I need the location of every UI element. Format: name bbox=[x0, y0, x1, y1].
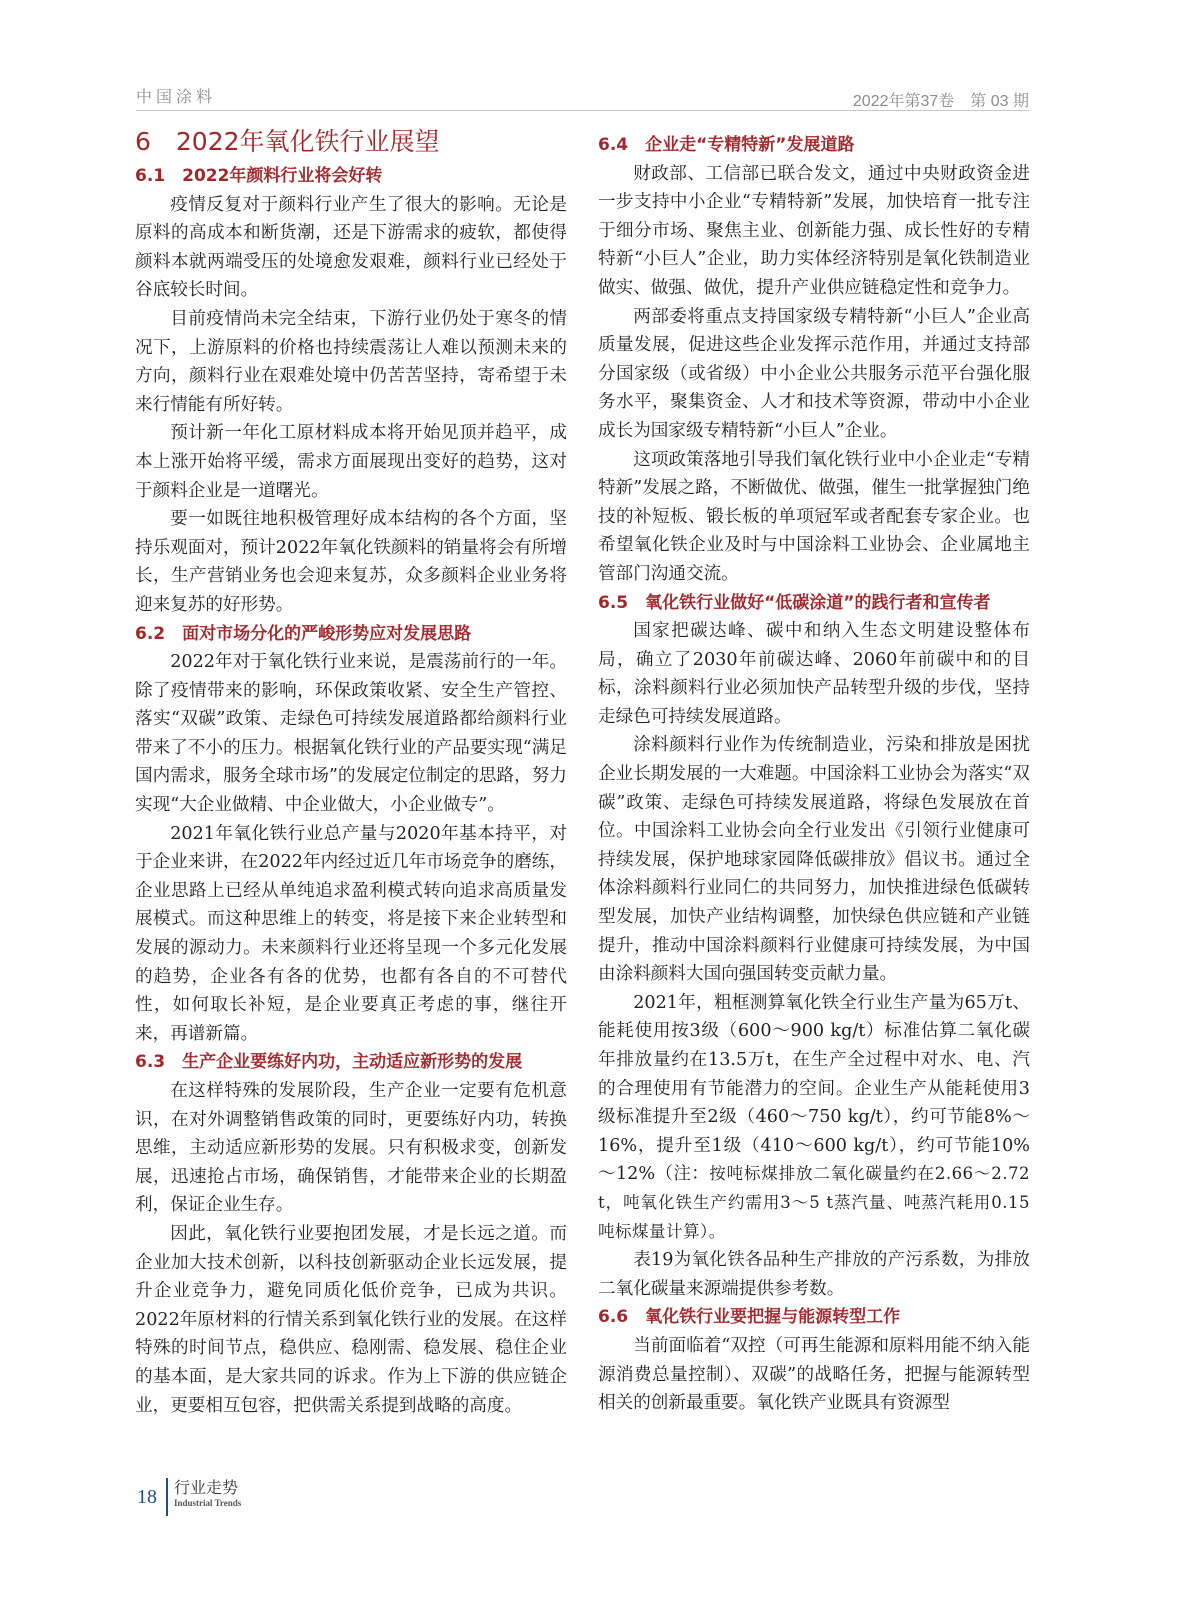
right-column bbox=[598, 131, 1030, 1418]
paragraph: 表19为氧化铁各品种生产排放的产污系数，为排放二氧化碳量来源端提供参考数。 bbox=[598, 1250, 1030, 1299]
page-footer bbox=[137, 1478, 241, 1516]
paragraph: 国家把碳达峰、碳中和纳入生态文明建设整体布局，确立了2030年前碳达峰、2060年前碳中和的目标，涂料颜料行业必须加快产品转型升级的步伐，坚持走绿色可持续发展道路。 bbox=[598, 621, 1030, 727]
issue-info: 2022年第37卷 第 03 期 bbox=[852, 93, 1029, 110]
paragraph: 两部委将重点支持国家级专精特新“小巨人”企业高质量发展，促进这些企业发挥示范作用，并通过支持部分国家级（或省级）中小企业公共服务示范平台强化服务水平，聚集资金、人才和技术等资源，带动中小企业成长为国家级专精特新“小巨人”企业。 bbox=[598, 306, 1030, 441]
header-divider bbox=[136, 110, 1029, 111]
journal-name: 中国涂料 bbox=[136, 87, 217, 106]
heading-6-5: 6.5 氧化铁行业做好“低碳涂道”的践行者和宣传者 bbox=[598, 592, 991, 613]
paragraph: 要一如既往地积极管理好成本结构的各个方面，坚持乐观面对，预计2022年氧化铁颜料的销量将会有所增长，生产营销业务也会迎来复苏，众多颜料企业业务将迎来复苏的好形势。 bbox=[135, 509, 567, 615]
paragraph: 在这样特殊的发展阶段，生产企业一定要有危机意识，在对外调整销售政策的同时，更要练好内功，转换思维，主动适应新形势的发展。只有积极求变，创新发展，迅速抢占市场，确保销售，才能带来企业的长期盈利，保证企业生存。 bbox=[135, 1081, 567, 1216]
paragraph: 这项政策落地引导我们氧化铁行业中小企业走“专精特新”发展之路，不断做优、做强，催生一批掌握独门绝技的补短板、锻长板的单项冠军或者配套专家企业。也希望氧化铁企业及时与中国涂料工业协会、企业属地主管部门沟通交流。 bbox=[598, 449, 1030, 584]
heading-6-4: 6.4 企业走“专精特新”发展道路 bbox=[598, 135, 855, 155]
heading-6-1: 6.1 2022年颜料行业将会好转 bbox=[135, 166, 383, 186]
paragraph: 目前疫情尚未完全结束，下游行业仍处于寒冬的情况下，上游原料的价格也持续震荡让人难以预测未来的方向，颜料行业在艰难处境中仍苦苦坚持，寄希望于未来行情能有所好转。 bbox=[135, 308, 567, 415]
paragraph: 2021年氧化铁行业总产量与2020年基本持平，对于企业来讲，在2022年内经过近几年市场竞争的磨练，企业思路上已经从单纯追求盈利模式转向追求高质量发展模式。而这种思维上的转变，将是接下来企业转型和发展的源动力。未来颜料行业还将呈现一个多元化发展的趋势，企业各有各的优势，也都有各自的不可替代性，如何取长补短，是企业要真正考虑的事，继往开来，再谱新篇。 bbox=[135, 823, 567, 1044]
paragraph bbox=[598, 989, 1030, 1246]
left-column bbox=[135, 124, 567, 1420]
paragraph: 涂料颜料行业作为传统制造业，污染和排放是困扰企业长期发展的一大难题。中国涂料工业协会为落实“双碳”政策、走绿色可持续发展道路，将绿色发展放在首位。中国涂料工业协会向全行业发出《引领行业健康可持续发展，保护地球家园降低碳排放》倡议书。通过全体涂料颜料行业同仁的共同努力，加快推进绿色低碳转型发展，加快产业结构调整，加快绿色供应链和产业链提升，推动中国涂料颜料行业健康可持续发展，为中国由涂料颜料大国向强国转变贡献力量。 bbox=[598, 735, 1030, 985]
footer-divider bbox=[166, 1478, 168, 1516]
section-label-en: Industrial Trends bbox=[174, 1498, 242, 1508]
paragraph: 当前面临着“双控（可再生能源和原料用能不纳入能源消费总量控制）、双碳”的战略任务，把握与能源转型相关的创新最重要。氧化铁产业既具有资源型 bbox=[598, 1335, 1030, 1414]
paragraph: 2022年对于氧化铁行业来说，是震荡前行的一年。除了疫情带来的影响，环保政策收紧、安全生产管控、落实“双碳”政策、走绿色可持续发展道路都给颜料行业带来了不小的压力。根据氧化铁行业的产品要实现“满足国内需求，服务全球市场”的发展定位制定的思路，努力实现“大企业做精、中企业做大，小企业做专”。 bbox=[135, 652, 567, 816]
paragraph: 疫情反复对于颜料行业产生了很大的影响。无论是原料的高成本和断货潮，还是下游需求的疲软，都使得颜料本就两端受压的处境愈发艰难，颜料行业已经处于谷底较长时间。 bbox=[135, 194, 567, 301]
paragraph: 因此，氧化铁行业要抱团发展，才是长远之道。而企业加大技术创新，以科技创新驱动企业长远发展，提升企业竞争力，避免同质化低价竞争，已成为共识。2022年原材料的行情关系到氧化铁行业的发展。在这样特殊的时间节点，稳供应、稳刚需、稳发展、稳住企业的基本面，是大家共同的诉求。作为上下游的供应链企业，更要相互包容，把供需关系提到战略的高度。 bbox=[135, 1223, 567, 1416]
page-number: 18 bbox=[137, 1486, 157, 1508]
paragraph-main: 2021年，粗框测算氧化铁全行业生产量为65万t、能耗使用按3级（600～900 kg/t）标准估算二氧化碳年排放量约在13.5万t，在生产全过程中对水、电、汽的合理使用有节能潜力的空间。企业生产从能耗使用3级标准提升至2级（460～750 kg/t），约可节能8%～16%，提升至1级（410～600 kg/t），约可节能10%～12%（注： bbox=[598, 992, 1030, 1185]
heading-6-6: 6.6 氧化铁行业要把握与能源转型工作 bbox=[598, 1307, 901, 1328]
section-title: 6 2022年氧化铁行业展望 bbox=[135, 127, 440, 156]
section-label: 行业走势 bbox=[174, 1478, 239, 1497]
heading-6-2: 6.2 面对市场分化的严峻形势应对发展思路 bbox=[135, 623, 472, 644]
paragraph: 预计新一年化工原材料成本将开始见顶并趋平，成本上涨开始将平缓，需求方面展现出变好的趋势，这对于颜料企业是一道曙光。 bbox=[135, 423, 567, 501]
paragraph: 财政部、工信部已联合发文，通过中央财政资金进一步支持中小企业“专精特新”发展，加快培育一批专注于细分市场、聚焦主业、创新能力强、成长性好的专精特新“小巨人”企业，助力实体经济特别是氧化铁制造业做实、做强、做优，提升产业供应链稳定性和竞争力。 bbox=[598, 163, 1030, 298]
heading-6-3: 6.3 生产企业要练好内功，主动适应新形势的发展 bbox=[135, 1052, 523, 1073]
paragraph-note: 按吨标煤排放二氧化碳量约在2.66～2.72 t，吨氧化铁生产约需用3～5 t蒸汽量、吨蒸汽耗用0.15吨标煤量计算）。 bbox=[598, 1164, 1030, 1241]
